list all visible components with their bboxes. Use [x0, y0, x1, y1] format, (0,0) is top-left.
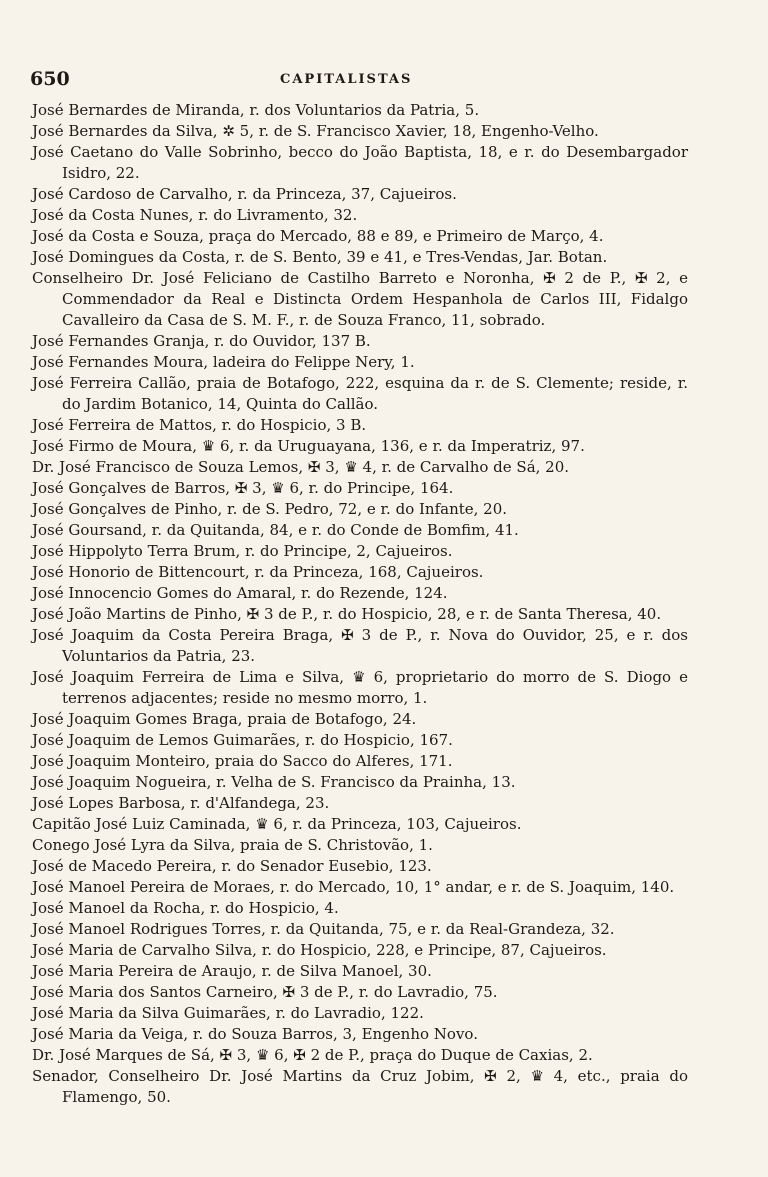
- directory-entry: José Gonçalves de Pinho, r. de S. Pedro, 72, e r. do Infante, 20.: [32, 500, 508, 518]
- directory-entry: José Firmo de Moura, ♛ 6, r. da Uruguayana, 136, e r. da Imperatriz, 97.: [32, 437, 585, 455]
- directory-entry: Conselheiro Dr. José Feliciano de Castilho Barreto e Noronha, ✠ 2 de P., ✠ 2, e Commendador da Real e Distincta Ordem Hespanhola de Carlos III, Fidalgo Cavalleiro da Casa de S. M. F., r. de Souza Franco, 11, sobrado.: [32, 269, 688, 329]
- directory-entry: José Maria de Carvalho Silva, r. do Hospicio, 228, e Principe, 87, Cajueiros.: [32, 941, 607, 959]
- directory-entries: [32, 100, 688, 1108]
- directory-entry: José Ferreira de Mattos, r. do Hospicio, 3 B.: [32, 416, 367, 434]
- directory-entry: José Bernardes da Silva, ✲ 5, r. de S. Francisco Xavier, 18, Engenho-Velho.: [32, 122, 599, 140]
- directory-entry: José da Costa e Souza, praça do Mercado, 88 e 89, e Primeiro de Março, 4.: [32, 227, 604, 245]
- directory-entry: José Joaquim Nogueira, r. Velha de S. Francisco da Prainha, 13.: [32, 773, 516, 791]
- directory-entry: José Joaquim de Lemos Guimarães, r. do Hospicio, 167.: [32, 731, 453, 749]
- directory-entry: Senador, Conselheiro Dr. José Martins da Cruz Jobim, ✠ 2, ♛ 4, etc., praia do Flamengo, 50.: [32, 1067, 688, 1106]
- directory-entry: José Joaquim da Costa Pereira Braga, ✠ 3 de P., r. Nova do Ouvidor, 25, e r. dos Voluntarios da Patria, 23.: [32, 626, 688, 665]
- running-head: CAPITALISTAS: [280, 72, 413, 87]
- directory-entry: Dr. José Marques de Sá, ✠ 3, ♛ 6, ✠ 2 de P., praça do Duque de Caxias, 2.: [32, 1046, 593, 1064]
- directory-entry: José Hippolyto Terra Brum, r. do Principe, 2, Cajueiros.: [32, 542, 453, 560]
- directory-entry: José Fernandes Moura, ladeira do Felippe Nery, 1.: [32, 353, 415, 371]
- directory-entry: José Manoel Pereira de Moraes, r. do Mercado, 10, 1° andar, e r. de S. Joaquim, 140.: [32, 878, 675, 896]
- directory-entry: José Bernardes de Miranda, r. dos Voluntarios da Patria, 5.: [32, 101, 480, 119]
- directory-entry: José Goursand, r. da Quitanda, 84, e r. do Conde de Bomfim, 41.: [32, 521, 519, 539]
- page-number: 650: [30, 68, 70, 90]
- directory-entry: Dr. José Francisco de Souza Lemos, ✠ 3, ♛ 4, r. de Carvalho de Sá, 20.: [32, 458, 570, 476]
- directory-entry: José Maria da Veiga, r. do Souza Barros, 3, Engenho Novo.: [32, 1025, 478, 1043]
- directory-entry: José Honorio de Bittencourt, r. da Princeza, 168, Cajueiros.: [32, 563, 484, 581]
- directory-entry: José João Martins de Pinho, ✠ 3 de P., r. do Hospicio, 28, e r. de Santa Theresa, 40.: [32, 605, 662, 623]
- directory-entry: José da Costa Nunes, r. do Livramento, 32.: [32, 206, 358, 224]
- directory-entry: José Domingues da Costa, r. de S. Bento, 39 e 41, e Tres-Vendas, Jar. Botan.: [32, 248, 608, 266]
- directory-entry: José Joaquim Monteiro, praia do Sacco do Alferes, 171.: [32, 752, 453, 770]
- directory-entry: José Manoel da Rocha, r. do Hospicio, 4.: [32, 899, 339, 917]
- directory-entry: José Cardoso de Carvalho, r. da Princeza, 37, Cajueiros.: [32, 185, 457, 203]
- directory-entry: José Maria Pereira de Araujo, r. de Silva Manoel, 30.: [32, 962, 432, 980]
- directory-entry: Capitão José Luiz Caminada, ♛ 6, r. da Princeza, 103, Cajueiros.: [32, 815, 522, 833]
- directory-entry: José Maria dos Santos Carneiro, ✠ 3 de P., r. do Lavradio, 75.: [32, 983, 498, 1001]
- directory-entry: José Gonçalves de Barros, ✠ 3, ♛ 6, r. do Principe, 164.: [32, 479, 454, 497]
- directory-entry: José Manoel Rodrigues Torres, r. da Quitanda, 75, e r. da Real-Grandeza, 32.: [32, 920, 615, 938]
- directory-entry: José Joaquim Gomes Braga, praia de Botafogo, 24.: [32, 710, 417, 728]
- page-header: [30, 68, 690, 98]
- directory-entry: José Maria da Silva Guimarães, r. do Lavradio, 122.: [32, 1004, 424, 1022]
- directory-entry: José Innocencio Gomes do Amaral, r. do Rezende, 124.: [32, 584, 448, 602]
- directory-entry: José Fernandes Granja, r. do Ouvidor, 137 B.: [32, 332, 371, 350]
- directory-entry: José Joaquim Ferreira de Lima e Silva, ♛ 6, proprietario do morro de S. Diogo e terrenos adjacentes; reside no mesmo morro, 1.: [32, 668, 688, 707]
- directory-entry: José Lopes Barbosa, r. d'Alfandega, 23.: [32, 794, 330, 812]
- directory-entry: José de Macedo Pereira, r. do Senador Eusebio, 123.: [32, 857, 432, 875]
- directory-entry: José Ferreira Callão, praia de Botafogo, 222, esquina da r. de S. Clemente; reside, r. do Jardim Botanico, 14, Quinta do Callão.: [32, 374, 688, 413]
- directory-entry: Conego José Lyra da Silva, praia de S. Christovão, 1.: [32, 836, 433, 854]
- directory-entry: José Caetano do Valle Sobrinho, becco do João Baptista, 18, e r. do Desembargador Isidro, 22.: [32, 143, 688, 182]
